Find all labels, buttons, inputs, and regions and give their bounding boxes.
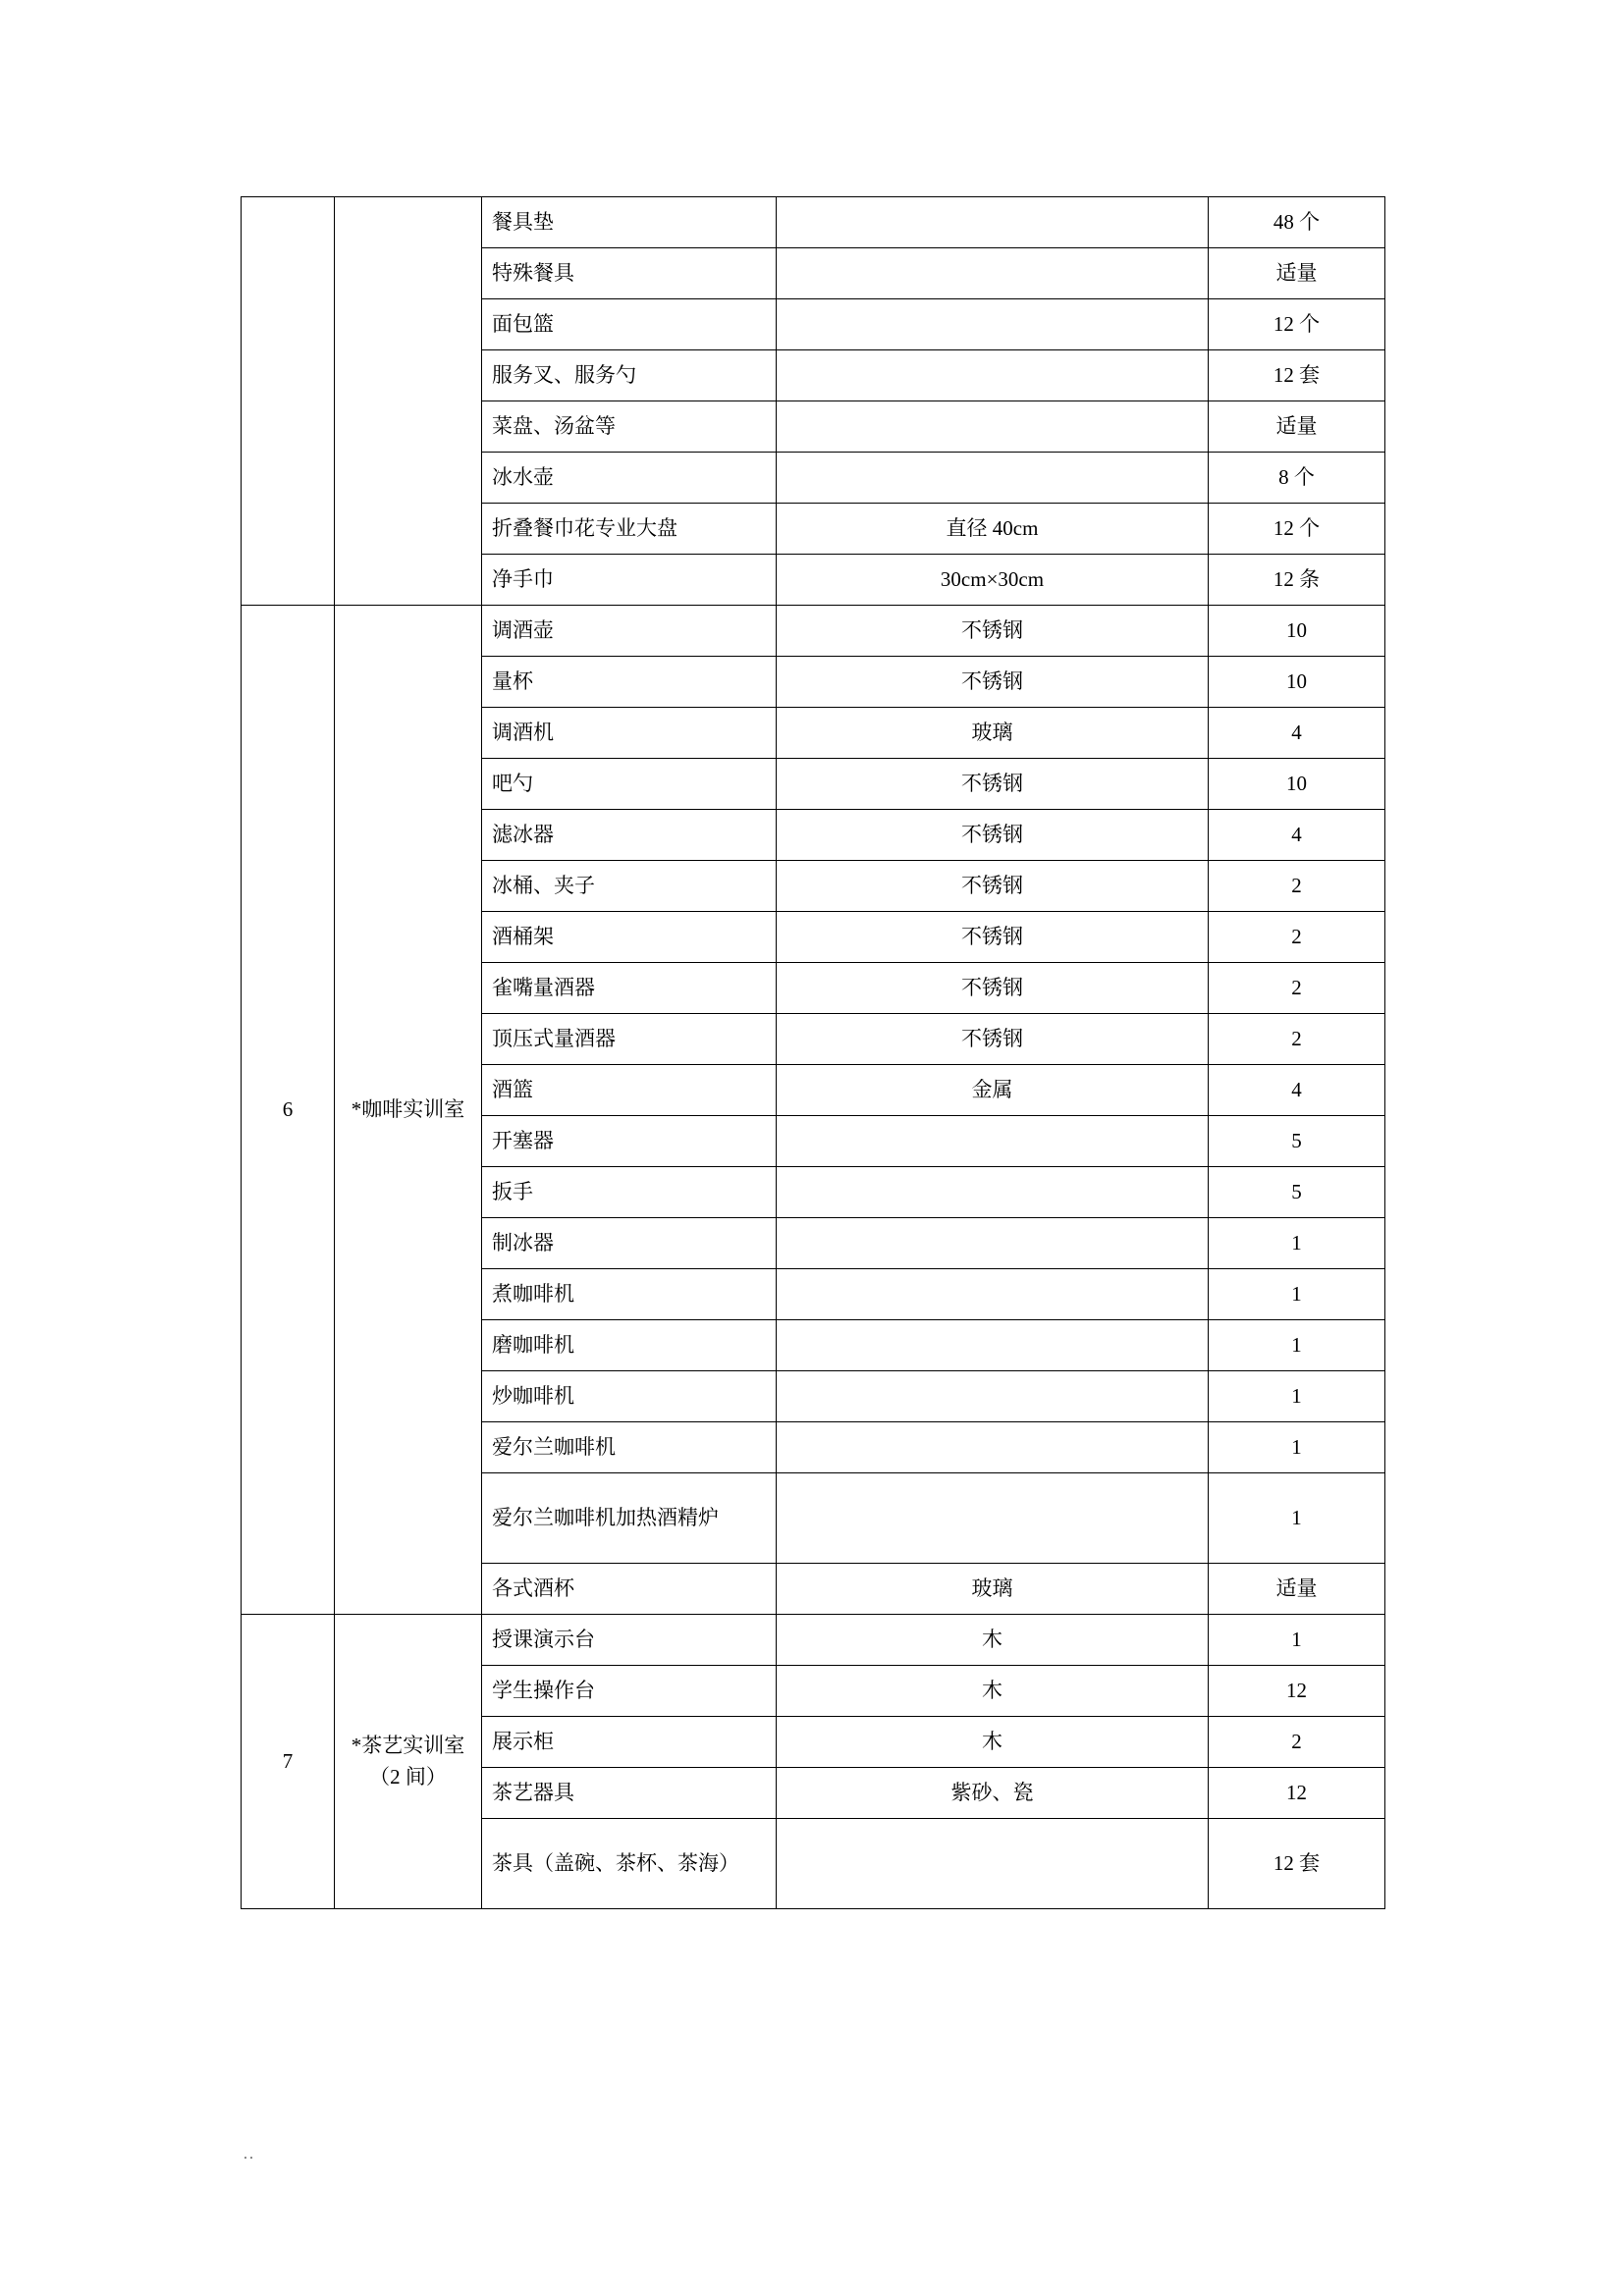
- equipment-name-cell: 调酒壶: [482, 606, 777, 657]
- equipment-quantity-cell: 2: [1209, 1014, 1385, 1065]
- equipment-quantity-cell: 1: [1209, 1269, 1385, 1320]
- equipment-quantity-cell: 2: [1209, 963, 1385, 1014]
- equipment-name-cell: 餐具垫: [482, 197, 777, 248]
- equipment-quantity-cell: 1: [1209, 1320, 1385, 1371]
- equipment-quantity-cell: 1: [1209, 1473, 1385, 1564]
- equipment-spec-cell: 木: [777, 1666, 1209, 1717]
- equipment-quantity-cell: 适量: [1209, 248, 1385, 299]
- equipment-quantity-cell: 12: [1209, 1666, 1385, 1717]
- equipment-quantity-cell: 1: [1209, 1218, 1385, 1269]
- equipment-spec-cell: [777, 197, 1209, 248]
- equipment-spec-cell: 不锈钢: [777, 759, 1209, 810]
- equipment-spec-cell: 不锈钢: [777, 810, 1209, 861]
- equipment-name-cell: 各式酒杯: [482, 1564, 777, 1615]
- equipment-spec-cell: [777, 350, 1209, 401]
- equipment-name-cell: 折叠餐巾花专业大盘: [482, 504, 777, 555]
- equipment-spec-cell: 紫砂、瓷: [777, 1768, 1209, 1819]
- equipment-spec-cell: [777, 401, 1209, 453]
- table-row: [242, 197, 1385, 248]
- room-name-cell: *咖啡实训室: [335, 606, 482, 1615]
- equipment-spec-cell: [777, 1269, 1209, 1320]
- equipment-spec-cell: 不锈钢: [777, 657, 1209, 708]
- equipment-quantity-cell: 12 套: [1209, 350, 1385, 401]
- table-row: [242, 606, 1385, 657]
- equipment-quantity-cell: 10: [1209, 759, 1385, 810]
- equipment-name-cell: 特殊餐具: [482, 248, 777, 299]
- equipment-name-cell: 雀嘴量酒器: [482, 963, 777, 1014]
- equipment-spec-cell: 不锈钢: [777, 963, 1209, 1014]
- equipment-quantity-cell: 8 个: [1209, 453, 1385, 504]
- table-body: [242, 197, 1385, 1909]
- equipment-quantity-cell: 4: [1209, 708, 1385, 759]
- equipment-quantity-cell: 2: [1209, 861, 1385, 912]
- equipment-spec-cell: 金属: [777, 1065, 1209, 1116]
- equipment-name-cell: 煮咖啡机: [482, 1269, 777, 1320]
- equipment-name-cell: 学生操作台: [482, 1666, 777, 1717]
- equipment-spec-cell: [777, 1422, 1209, 1473]
- equipment-spec-cell: 30cm×30cm: [777, 555, 1209, 606]
- equipment-name-cell: 炒咖啡机: [482, 1371, 777, 1422]
- equipment-name-cell: 磨咖啡机: [482, 1320, 777, 1371]
- equipment-name-cell: 服务叉、服务勺: [482, 350, 777, 401]
- equipment-spec-cell: 木: [777, 1615, 1209, 1666]
- equipment-quantity-cell: 12 套: [1209, 1819, 1385, 1909]
- equipment-name-cell: 冰水壶: [482, 453, 777, 504]
- equipment-spec-cell: 玻璃: [777, 1564, 1209, 1615]
- equipment-name-cell: 面包篮: [482, 299, 777, 350]
- equipment-table-container: [241, 196, 1384, 1909]
- equipment-name-cell: 调酒机: [482, 708, 777, 759]
- equipment-quantity-cell: 5: [1209, 1167, 1385, 1218]
- equipment-quantity-cell: 1: [1209, 1371, 1385, 1422]
- equipment-name-cell: 开塞器: [482, 1116, 777, 1167]
- equipment-name-cell: 滤冰器: [482, 810, 777, 861]
- equipment-spec-cell: [777, 1116, 1209, 1167]
- footer-mark: ..: [244, 2146, 255, 2163]
- equipment-name-cell: 爱尔兰咖啡机加热酒精炉: [482, 1473, 777, 1564]
- equipment-quantity-cell: 12 个: [1209, 299, 1385, 350]
- equipment-spec-cell: [777, 1218, 1209, 1269]
- equipment-spec-cell: 不锈钢: [777, 1014, 1209, 1065]
- equipment-quantity-cell: 10: [1209, 606, 1385, 657]
- equipment-spec-cell: [777, 1819, 1209, 1909]
- equipment-spec-cell: 木: [777, 1717, 1209, 1768]
- equipment-quantity-cell: 适量: [1209, 1564, 1385, 1615]
- equipment-quantity-cell: 12: [1209, 1768, 1385, 1819]
- equipment-name-cell: 酒篮: [482, 1065, 777, 1116]
- equipment-spec-cell: [777, 1371, 1209, 1422]
- equipment-spec-cell: [777, 1320, 1209, 1371]
- equipment-quantity-cell: 4: [1209, 810, 1385, 861]
- equipment-spec-cell: 不锈钢: [777, 606, 1209, 657]
- row-index-cell: 7: [242, 1615, 335, 1909]
- equipment-name-cell: 量杯: [482, 657, 777, 708]
- equipment-quantity-cell: 2: [1209, 912, 1385, 963]
- equipment-specification-table: [241, 196, 1385, 1909]
- equipment-spec-cell: [777, 1473, 1209, 1564]
- equipment-quantity-cell: 适量: [1209, 401, 1385, 453]
- equipment-spec-cell: 不锈钢: [777, 912, 1209, 963]
- equipment-quantity-cell: 12 条: [1209, 555, 1385, 606]
- equipment-quantity-cell: 48 个: [1209, 197, 1385, 248]
- equipment-quantity-cell: 4: [1209, 1065, 1385, 1116]
- row-index-cell: [242, 197, 335, 606]
- equipment-name-cell: 授课演示台: [482, 1615, 777, 1666]
- equipment-name-cell: 顶压式量酒器: [482, 1014, 777, 1065]
- equipment-name-cell: 酒桶架: [482, 912, 777, 963]
- equipment-quantity-cell: 2: [1209, 1717, 1385, 1768]
- room-name-cell: *茶艺实训室（2 间）: [335, 1615, 482, 1909]
- equipment-spec-cell: [777, 248, 1209, 299]
- equipment-spec-cell: 玻璃: [777, 708, 1209, 759]
- equipment-quantity-cell: 10: [1209, 657, 1385, 708]
- equipment-quantity-cell: 1: [1209, 1615, 1385, 1666]
- equipment-name-cell: 茶艺器具: [482, 1768, 777, 1819]
- equipment-quantity-cell: 1: [1209, 1422, 1385, 1473]
- room-name-cell: [335, 197, 482, 606]
- equipment-name-cell: 展示柜: [482, 1717, 777, 1768]
- equipment-spec-cell: [777, 1167, 1209, 1218]
- equipment-name-cell: 爱尔兰咖啡机: [482, 1422, 777, 1473]
- equipment-name-cell: 冰桶、夹子: [482, 861, 777, 912]
- equipment-quantity-cell: 12 个: [1209, 504, 1385, 555]
- equipment-quantity-cell: 5: [1209, 1116, 1385, 1167]
- equipment-name-cell: 吧勺: [482, 759, 777, 810]
- equipment-spec-cell: 直径 40cm: [777, 504, 1209, 555]
- row-index-cell: 6: [242, 606, 335, 1615]
- equipment-name-cell: 制冰器: [482, 1218, 777, 1269]
- table-row: [242, 1615, 1385, 1666]
- equipment-name-cell: 净手巾: [482, 555, 777, 606]
- equipment-name-cell: 菜盘、汤盆等: [482, 401, 777, 453]
- equipment-spec-cell: 不锈钢: [777, 861, 1209, 912]
- equipment-name-cell: 茶具（盖碗、茶杯、茶海）: [482, 1819, 777, 1909]
- equipment-spec-cell: [777, 299, 1209, 350]
- equipment-name-cell: 扳手: [482, 1167, 777, 1218]
- equipment-spec-cell: [777, 453, 1209, 504]
